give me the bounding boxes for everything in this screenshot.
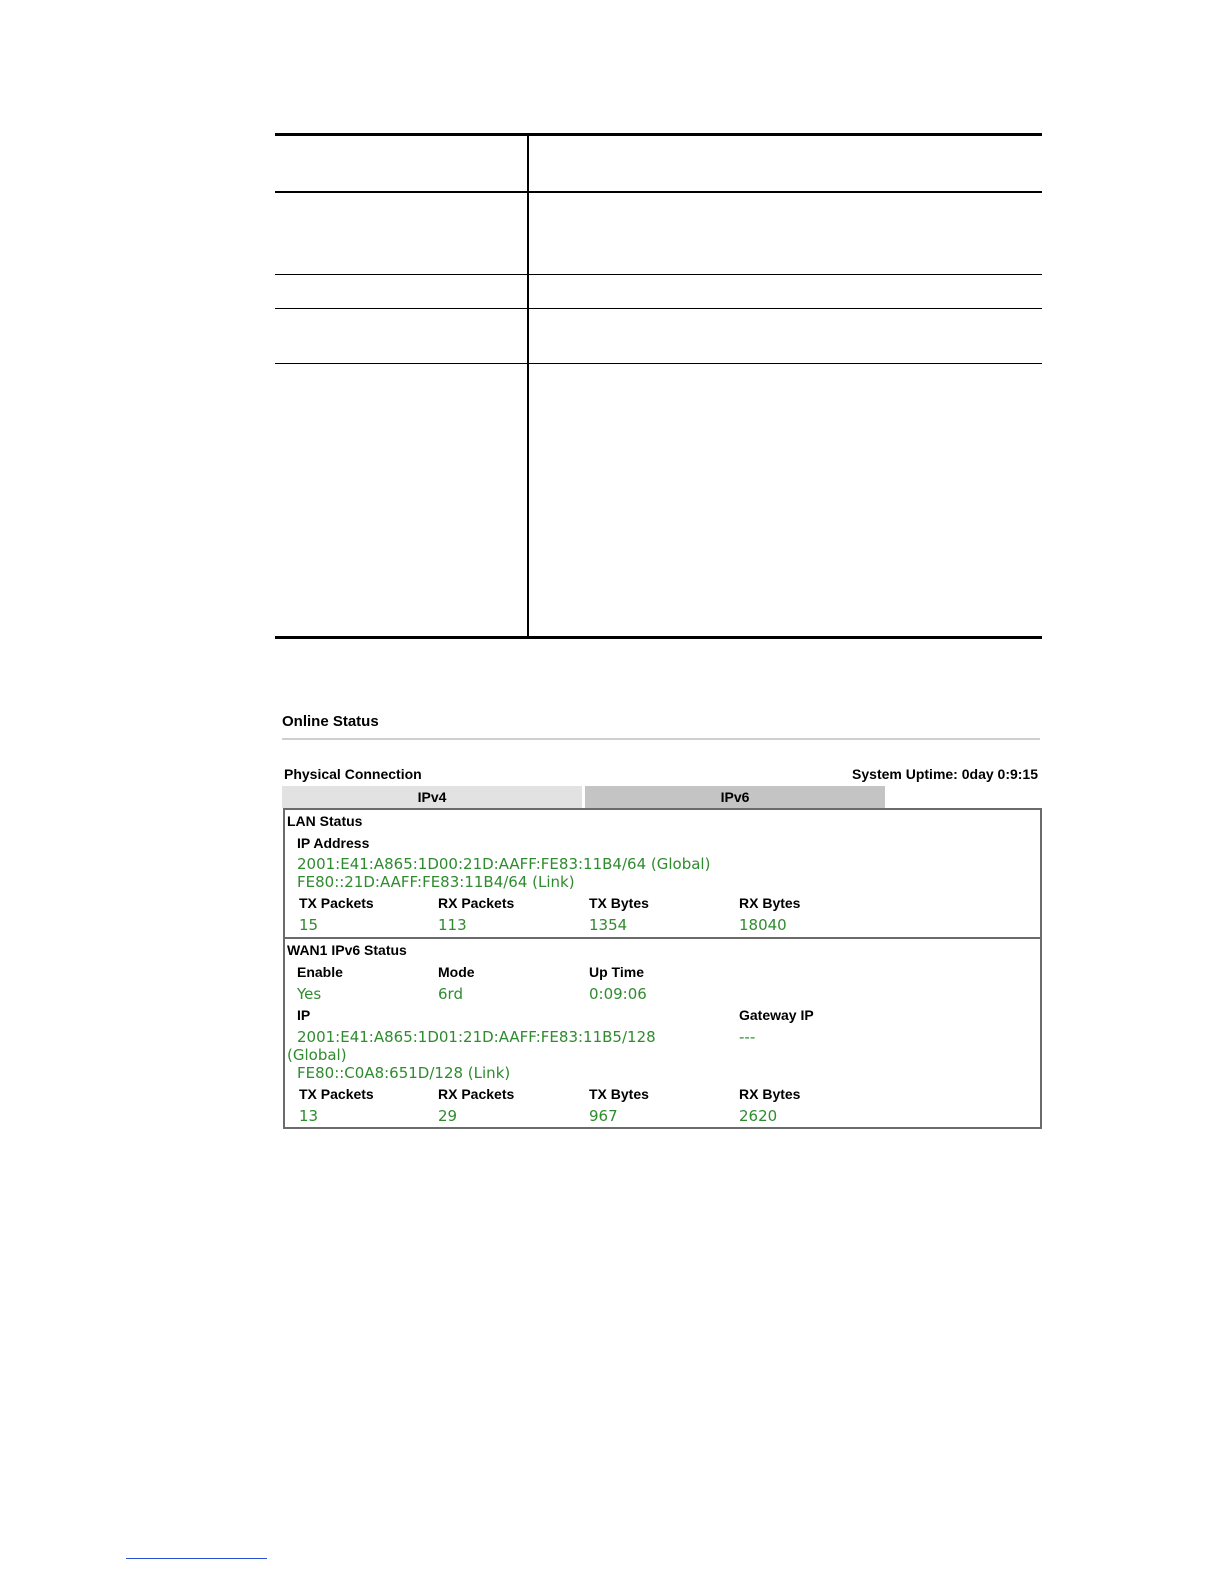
lan-tx-packets-label: TX Packets bbox=[299, 895, 374, 911]
gateway-ip-value: --- bbox=[739, 1028, 756, 1046]
table-column-divider bbox=[527, 133, 529, 639]
lan-rx-packets-label: RX Packets bbox=[438, 895, 515, 911]
up-time-value: 0:09:06 bbox=[589, 985, 647, 1003]
wan-ipv6-status-panel bbox=[283, 937, 1042, 1129]
lan-ip-link: FE80::21D:AAFF:FE83:11B4/64 (Link) bbox=[297, 873, 575, 891]
wan-tx-packets-label: TX Packets bbox=[299, 1086, 374, 1102]
wan-status-title: WAN1 IPv6 Status bbox=[287, 942, 407, 958]
wan-rx-packets-label: RX Packets bbox=[438, 1086, 515, 1102]
tab-ipv4[interactable]: IPv4 bbox=[282, 786, 582, 808]
lan-rx-packets-value: 113 bbox=[438, 916, 467, 934]
table-bottom-border bbox=[275, 636, 1042, 639]
page-title: Online Status bbox=[282, 713, 379, 730]
wan-ip-label: IP bbox=[297, 1007, 311, 1023]
lan-tx-packets-value: 15 bbox=[299, 916, 319, 934]
enable-value: Yes bbox=[297, 985, 322, 1003]
lan-rx-bytes-label: RX Bytes bbox=[739, 895, 801, 911]
wan-ip-link: FE80::C0A8:651D/128 (Link) bbox=[297, 1064, 511, 1082]
wan-rx-packets-value: 29 bbox=[438, 1107, 458, 1125]
lan-tx-bytes-value: 1354 bbox=[589, 916, 628, 934]
wan-ip-global: 2001:E41:A865:1D01:21D:AAFF:FE83:11B5/128 bbox=[297, 1028, 656, 1046]
mode-value: 6rd bbox=[438, 985, 463, 1003]
lan-status-title: LAN Status bbox=[287, 813, 363, 829]
ip-address-label: IP Address bbox=[297, 835, 370, 851]
tab-ipv6[interactable]: IPv6 bbox=[585, 786, 885, 808]
physical-connection-label: Physical Connection bbox=[284, 766, 422, 782]
mode-label: Mode bbox=[438, 964, 475, 980]
table-row-divider bbox=[275, 363, 1042, 364]
table-top-border bbox=[275, 133, 1042, 136]
wan-tx-bytes-value: 967 bbox=[589, 1107, 618, 1125]
lan-status-panel bbox=[283, 808, 1042, 939]
doc-table bbox=[275, 133, 1042, 639]
wan-rx-bytes-label: RX Bytes bbox=[739, 1086, 801, 1102]
wan-rx-bytes-value: 2620 bbox=[739, 1107, 778, 1125]
enable-label: Enable bbox=[297, 964, 343, 980]
lan-ip-global: 2001:E41:A865:1D00:21D:AAFF:FE83:11B4/64 (Global) bbox=[297, 855, 711, 873]
table-row-divider bbox=[275, 274, 1042, 275]
lan-tx-bytes-label: TX Bytes bbox=[589, 895, 649, 911]
up-time-label: Up Time bbox=[589, 964, 644, 980]
wan-tx-packets-value: 13 bbox=[299, 1107, 319, 1125]
gateway-ip-label: Gateway IP bbox=[739, 1007, 814, 1023]
system-uptime: System Uptime: 0day 0:9:15 bbox=[852, 766, 1038, 782]
table-row-divider bbox=[275, 308, 1042, 309]
wan-tx-bytes-label: TX Bytes bbox=[589, 1086, 649, 1102]
footer-link-underline[interactable] bbox=[126, 1558, 267, 1559]
lan-rx-bytes-value: 18040 bbox=[739, 916, 787, 934]
wan-ip-global-suffix: (Global) bbox=[287, 1046, 347, 1064]
table-row-divider bbox=[275, 191, 1042, 193]
title-divider bbox=[282, 738, 1040, 740]
